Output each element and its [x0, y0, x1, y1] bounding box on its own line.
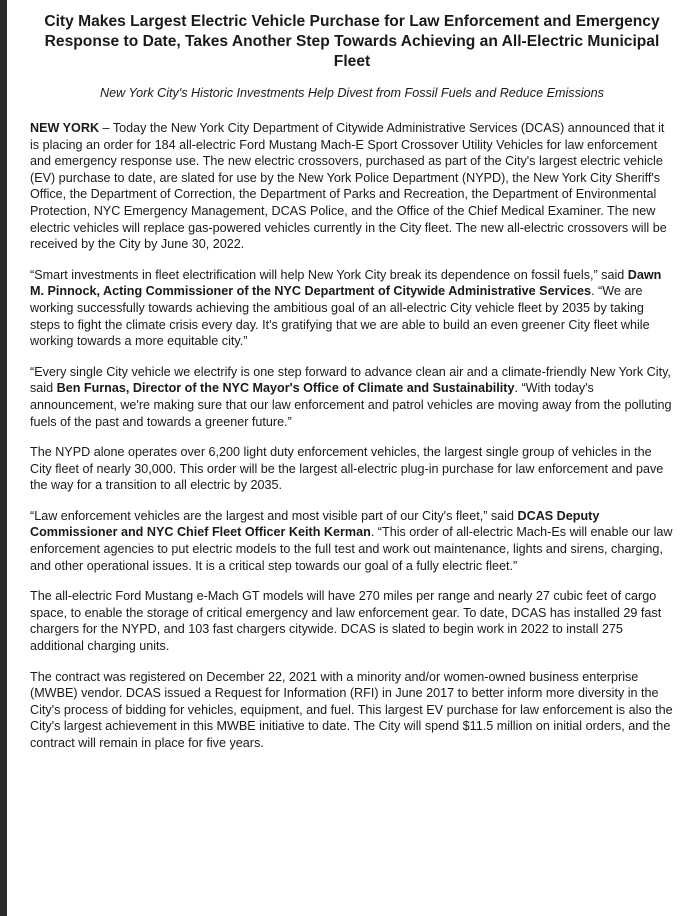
left-edge-bar [0, 0, 7, 916]
paragraph-5 [30, 508, 674, 574]
paragraph-4: The NYPD alone operates over 6,200 light duty enforcement vehicles, the largest single group of vehicles in the City fleet of nearly 30,000. This order will be the largest all-electric plug-in purchase for law enforcement and pave the way for a transition to all electric by 2035. [30, 445, 664, 493]
paragraph-5-text-c: . “This order of all-electric Mach-Es will enable our law enforcement agencies to put electric models to the full test and work out maintenance, lights and sirens, charging, and other operational issues. It is a critical step towards our goal of a fully electric fleet.” [30, 525, 673, 573]
paragraph-3-speaker: Ben Furnas, Director of the NYC Mayor's Office of Climate and Sustainability [56, 381, 515, 396]
dateline: NEW YORK [30, 121, 100, 135]
paragraph-5-speaker: DCAS Deputy Commissioner and NYC Chief Fleet Officer Keith Kerman [30, 508, 600, 540]
paragraph-3 [30, 364, 674, 430]
paragraph-2-text-c: . “We are working successfully towards achieving the ambitious goal of an all-electric City vehicle fleet by 2035 by taking steps to fight the climate crisis every day. It's gratifying that we are able to build an even greener City fleet while working towards a more equitable city.” [30, 284, 650, 349]
paragraph-2-speaker: Dawn M. Pinnock, Acting Commissioner of the NYC Department of Citywide Administrative Services [30, 267, 662, 299]
paragraph-2-text-a: “Smart investments in fleet electrification will help New York City break its dependence on fossil fuels,” said [30, 267, 628, 282]
paragraph-1-text: – Today the New York City Department of Citywide Administrative Services (DCAS) announced that it is placing an order for 184 all-electric Ford Mustang Mach-E Sport Crossover Utility Vehicles for law enforcement and emergency response use. The new electric crossovers, purchased as part of the City's largest electric vehicle (EV) purchase to date, are slated for use by the New York Police Department (NYPD), the New York City Sheriff's Office, the Department of Correction, the Department of Parks and Recreation, the Department of Environmental Protection, NYC Emergency Management, DCAS Police, and the Office of the Chief Medical Examiner. The new electric vehicles will replace gas-powered vehicles currently in the City fleet. The new all-electric crossovers will be received by the City by June 30, 2022. [30, 121, 667, 252]
document-title: City Makes Largest Electric Vehicle Purchase for Law Enforcement and Emergency Response to Date, Takes Another Step Towards Achieving an All-Electric Municipal Fleet [44, 13, 660, 70]
paragraph-7: The contract was registered on December 22, 2021 with a minority and/or women-owned business enterprise (MWBE) vendor. DCAS issued a Request for Information (RFI) in June 2017 to better inform more diversity in the City's process of bidding for vehicles, equipment, and fuel. This largest EV purchase for law enforcement is also the City's largest achievement in this MWBE initiative to date. The City will spend $11.5 million on initial orders, and the contract will remain in place for five years. [30, 669, 673, 750]
document-subtitle: New York City's Historic Investments Help Divest from Fossil Fuels and Reduce Emissions [100, 86, 604, 100]
paragraph-3-text-c: . “With today's announcement, we're making sure that our law enforcement and patrol vehicles are moving away from the polluting fuels of the past and towards a greener future.” [30, 381, 672, 429]
press-release [30, 12, 674, 752]
paragraph-1 [30, 120, 674, 253]
paragraph-6: The all-electric Ford Mustang e-Mach GT models will have 270 miles per range and nearly 27 cubic feet of cargo space, to enable the storage of critical emergency and law enforcement gear. To date, DCAS has installed 29 fast chargers for the NYPD, and 103 fast chargers citywide. DCAS is slated to begin work in 2022 to install 275 additional charging units. [30, 589, 662, 654]
paragraph-2 [30, 267, 674, 350]
paragraph-5-text-a: “Law enforcement vehicles are the largest and most visible part of our City's fleet,” said [30, 508, 518, 523]
paragraph-3-text-a: “Every single City vehicle we electrify is one step forward to advance clean air and a climate-friendly New York City, said [30, 364, 671, 396]
